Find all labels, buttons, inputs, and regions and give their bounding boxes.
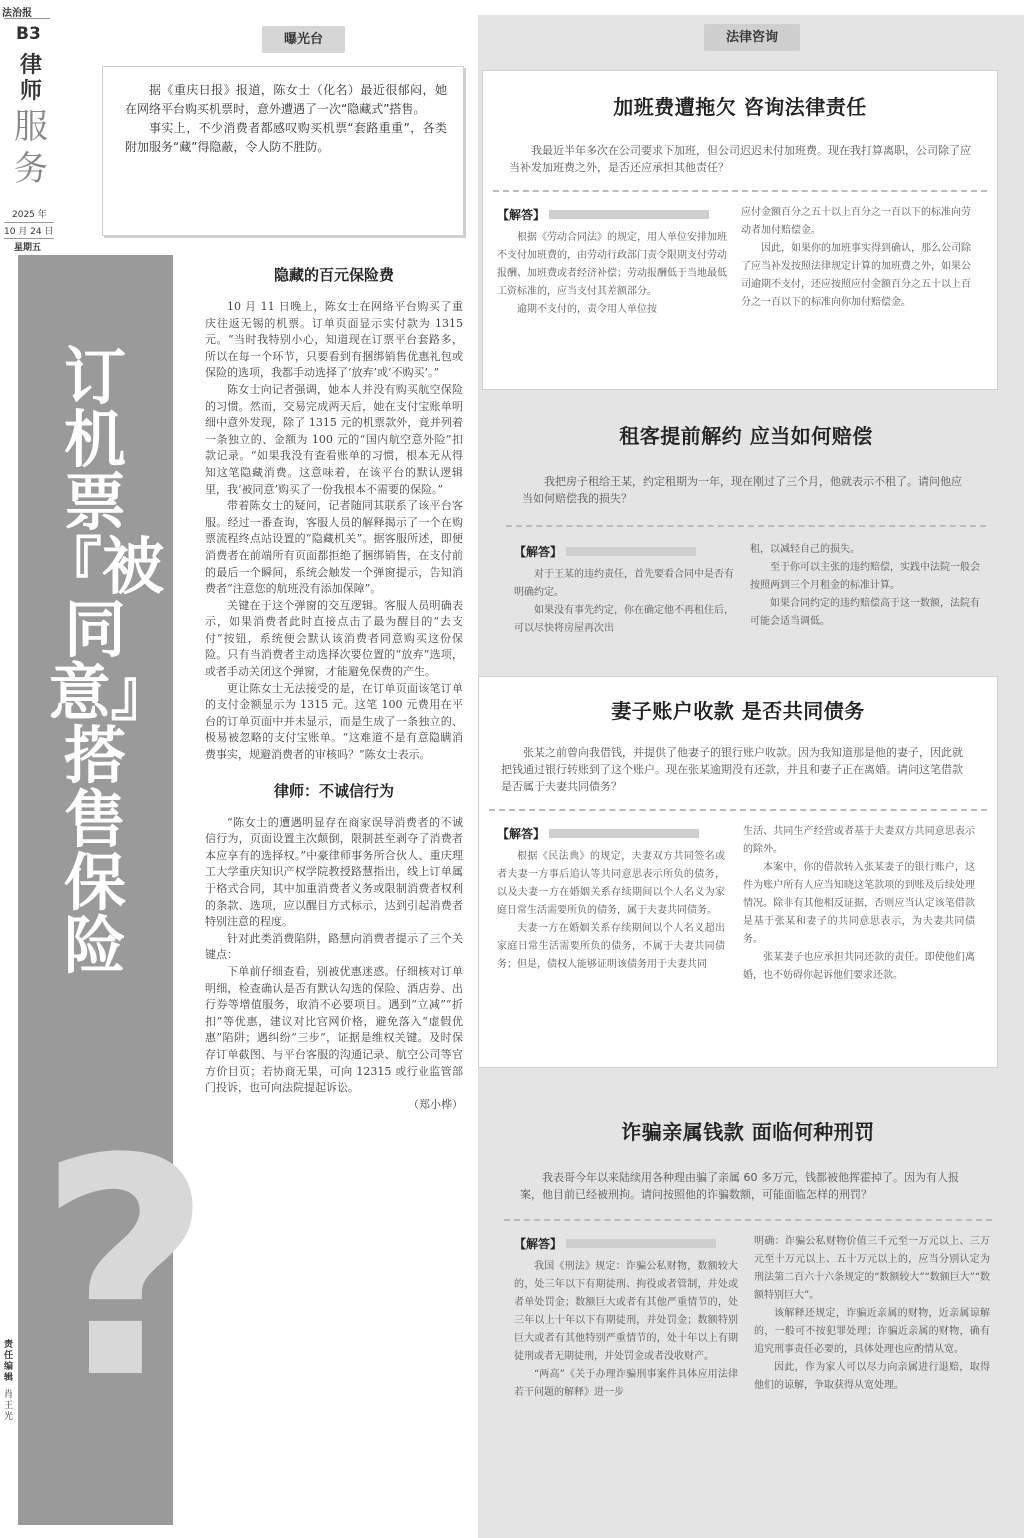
answer-label-bar [566, 547, 696, 556]
answer-paragraph: 根据《民法典》的规定，夫妻双方共同签名或者夫妻一方事后追认等共同意思表示所负的债务，以及夫妻一方在婚姻关系存续期间以个人名义为家庭日常生活需要所负的债务，属于夫妻共同债务。 [497, 851, 725, 916]
answer-paragraph: 张某妻子也应承担共同还款的责任。即使他们离婚，也不妨碍你起诉他们要求还款。 [743, 952, 975, 981]
qa-answer-right [750, 541, 980, 638]
feature-headline: 订机票『被同意』搭售保险 [40, 340, 165, 983]
answer-paragraph: 逾期不支付的，责令用人单位按 [517, 304, 657, 315]
qa-question: 我表哥今年以来陆续用各种理由骗了亲属 60 多万元，钱都被他挥霍掉了。因为有人报案，他目前已经被刑拘。请问按照他的诈骗数额，可能面临怎样的刑罚？ [520, 1171, 959, 1201]
answer-paragraph: “两高”《关于办理诈骗刑事案件具体应用法律若干问题的解释》进一步 [514, 1369, 739, 1398]
answer-paragraph: 因此，作为家人可以尽力向亲属进行退赔，取得他们的谅解，争取获得从宽处理。 [754, 1362, 990, 1391]
qa-card-spouse-debt [478, 676, 998, 1068]
answer-label-bar [549, 829, 699, 838]
answer-label: 【解答】 [497, 827, 546, 841]
page-number: B3 [16, 24, 41, 44]
section-char-1: 律 [20, 52, 43, 78]
right-section-tab [704, 26, 800, 45]
issue-year: 2025 年 [12, 210, 47, 220]
answer-label-bar [566, 1239, 716, 1248]
answer-label: 【解答】 [514, 1237, 563, 1251]
answer-label: 【解答】 [497, 208, 546, 222]
paper-name: 法治报 [2, 8, 32, 19]
qa-title: 诈骗亲属钱款 面临何种刑罚 [621, 1120, 875, 1144]
qa-question: 我把房子租给王某，约定租期为一年，现在刚过了三个月，他就表示不租了。请问他应当如何赔偿我的损失？ [522, 475, 962, 505]
qa-answer-left [514, 1233, 738, 1402]
qa-title: 加班费遭拖欠 咨询法律责任 [613, 95, 867, 119]
answer-paragraph: 生活、共同生产经营或者基于夫妻双方共同意思表示的除外。 [743, 826, 975, 855]
answer-paragraph: 该解释还规定，诈骗近亲属的财物，近亲属谅解的，一般可不按犯罪处理；诈骗近亲属的财物，确有追究刑事责任必要的，具体处理也应酌情从宽。 [754, 1308, 990, 1355]
story-column [205, 264, 463, 1113]
body-paragraph: 关键在于这个弹窗的交互逻辑。客服人员明确表示，如果消费者此时直接点击了最为醒目的“去支付”按钮，系统便会默认该消费者同意购买这份保险。只有当消费者主动选择次要位置的“放弃”选项，或者手动关闭这个弹窗，才能避免保费的产生。 [205, 598, 463, 679]
qa-answer-left [497, 823, 725, 985]
editor-label: 责任编辑 [4, 1340, 14, 1383]
body-paragraph: 下单前仔细查看，别被优惠迷惑。仔细核对订单明细，检查确认是否有默认勾选的保险、酒店券、出行券等增值服务，取消不必要项目。遇到“立减”“折扣”等优惠，建议对比官网价格，避免落入“虚假优惠”陷阱；遇纠纷“三步”，证据是维权关键。及时保存订单截图、与平台客服的沟通记录、航空公司等官方价目页；若协商无果，可向 12315 或行业监管部门投诉，也可向法院提起诉讼。 [205, 964, 463, 1095]
qa-answer-left [497, 204, 727, 319]
body-paragraph: “陈女士的遭遇明显存在商家误导消费者的不诚信行为，页面设置主次颠倒，限制甚至剥夺了消费者本应享有的选择权。”中豪律师事务所合伙人、重庆理工大学重庆知识产权学院教授路慧指出，线上订单属于格式合同，其中加重消费者义务或限制消费者权利的条款、选项，应以醒目方式标示，达到引起消费者特别注意的程度。 [205, 815, 463, 929]
subheading-hidden-fee: 隐藏的百元保险费 [273, 266, 394, 284]
answer-paragraph: 对于王某的违约责任，首先要看合同中是否有明确约定。 [514, 569, 734, 598]
answer-label-bar [549, 210, 709, 219]
answer-paragraph: 应付金额百分之五十以上百分之一百以下的标准向劳动者加付赔偿金。 [741, 207, 971, 236]
qa-card-overtime [482, 70, 998, 390]
byline: （郑小桦） [408, 1097, 463, 1111]
intro-paragraph-2: 事实上，不少消费者都感叹购买机票“套路重重”，各类附加服务“藏”得隐蔽，令人防不胜防。 [125, 121, 447, 154]
body-paragraph: 10 月 11 日晚上，陈女士在网络平台购买了重庆往返无锡的机票。订单页面显示实付款为 1315 元。“当时我特别小心，知道现在订票平台套路多，所以在每一个环节，只要看到有捆绑销售优惠礼包或保险的选项，我都手动选择了‘放弃’或‘不购买’。” [205, 300, 463, 380]
issue-weekday: 星期五 [14, 243, 42, 253]
qa-answer-right [754, 1233, 990, 1402]
qa-divider [506, 525, 986, 527]
editor-name: 肖王光 [4, 1390, 14, 1422]
intro-box [102, 66, 464, 236]
answer-paragraph: 租，以减轻自己的损失。 [750, 544, 860, 555]
left-section-tab [262, 28, 345, 47]
qa-divider [489, 809, 987, 811]
issue-date: 10 月 24 日 [4, 222, 54, 239]
subheading-lawyer: 律师：不诚信行为 [273, 781, 394, 800]
qa-question: 我最近半年多次在公司要求下加班，但公司迟迟未付加班费。现在我打算离职，公司除了应当补发加班费之外，是否还应承担其他责任？ [509, 144, 971, 174]
section-char-2: 师 [20, 78, 43, 104]
qa-card-lease [496, 400, 996, 662]
qa-question: 张某之前曾向我借钱，并提供了他妻子的银行账户收款。因为我知道那是他的妻子，因此就把钱通过银行转账到了这个账户。现在张某逾期没有还款，并且和妻子正在离婚。请问这笔借款是否属于夫妻共同债务？ [501, 746, 963, 793]
qa-title: 租客提前解约 应当如何赔偿 [619, 424, 873, 448]
qa-answer-right [741, 204, 971, 319]
left-section-label: 曝光台 [262, 26, 345, 53]
section-char-3: 服 [14, 107, 48, 147]
body-paragraph: 带着陈女士的疑问，记者随同其联系了该平台客服。经过一番查询，客服人员的解释揭示了一个在购票流程终点站设置的“隐藏机关”。据客服所述，即便消费者在前端所有页面都拒绝了捆绑销售，在支付前的最后一个瞬间，系统会触发一个弹窗提示，告知消费者“注意您的航班没有添加保障”。 [205, 499, 463, 596]
answer-label: 【解答】 [514, 545, 563, 559]
qa-divider [504, 1219, 992, 1221]
answer-paragraph: 至于你可以主张的违约赔偿，实践中法院一般会按照两到三个月租金的标准计算。 [750, 562, 980, 591]
answer-paragraph: 夫妻一方在婚姻关系存续期间以个人名义超出家庭日常生活需要所负的债务，不属于夫妻共同债务；但是，债权人能够证明该债务用于夫妻共同 [497, 923, 725, 970]
right-section-label: 法律咨询 [704, 24, 800, 51]
question-mark-decoration: ? [38, 1095, 213, 1444]
answer-paragraph: 如果合同约定的违约赔偿高于这一数额，法院有可能会适当调低。 [750, 598, 980, 627]
answer-paragraph: 因此，如果你的加班事实得到确认，那么公司除了应当补发按照法律规定计算的加班费之外，如果公司逾期不支付，还应按照应付金额百分之五十以上百分之一百以下的标准向你加付赔偿金。 [741, 243, 971, 308]
answer-paragraph: 如果没有事先约定，你在确定他不再租住后，可以尽快将房屋再次出 [514, 605, 734, 634]
masthead-rule [4, 18, 50, 19]
qa-answer-left [514, 541, 734, 638]
answer-paragraph: 根据《劳动合同法》的规定，用人单位安排加班不支付加班费的，由劳动行政部门责令限期支付劳动报酬、加班费或者经济补偿；劳动报酬低于当地最低工资标准的，应当支付其差额部分。 [497, 232, 727, 297]
answer-paragraph: 我国《刑法》规定：诈骗公私财物，数额较大的，处三年以下有期徒刑、拘役或者管制，并处或者单处罚金；数额巨大或者有其他严重情节的，处三年以上十年以下有期徒刑，并处罚金；数额特别巨大或者有其他特别严重情节的，处十年以上有期徒刑或者无期徒刑，并处罚金或者没收财产。 [514, 1261, 739, 1362]
qa-title: 妻子账户收款 是否共同债务 [611, 699, 865, 723]
qa-divider [493, 190, 987, 192]
qa-answer-right [743, 823, 975, 985]
body-paragraph: 针对此类消费陷阱，路慧向消费者提示了三个关键点： [205, 931, 463, 962]
qa-card-fraud [496, 1104, 1000, 1524]
intro-paragraph-1: 据《重庆日报》报道，陈女士（化名）最近很郁闷，她在网络平台购买机票时，意外遭遇了一次“隐藏式”搭售。 [125, 83, 447, 116]
section-char-4: 务 [14, 149, 48, 189]
answer-paragraph: 明确：诈骗公私财物价值三千元至一万元以上、三万元至十万元以上、五十万元以上的，应当分别认定为刑法第二百六十六条规定的“数额较大”“数额巨大”“数额特别巨大”。 [754, 1236, 990, 1301]
body-paragraph: 陈女士向记者强调，她本人并没有购买航空保险的习惯。然而，交易完成两天后，她在支付宝账单明细中意外发现，除了 1315 元的机票款外，竟并列着一条独立的、金额为 100 元的“国内航空意外险”扣款记录。“如果我没有查看账单的习惯，根本无从得知这笔隐藏消费。这意味着，在该平台的默认逻辑里，我‘被同意’购买了一份我根本不需要的保险。” [205, 382, 463, 496]
body-paragraph: 更让陈女士无法接受的是，在订单页面该笔订单的支付金额显示为 1315 元。这笔 100 元费用在平台的订单页面中并未显示，而是生成了一条独立的、极易被忽略的支付宝账单。“这难道不是有意隐瞒消费事实，规避消费者的审核吗？”陈女士表示。 [205, 681, 463, 762]
answer-paragraph: 本案中，你的借款转入张某妻子的银行账户，这件为账户所有人应当知晓这笔款项的到账及后续处理情况。除非有其他相反证据，否则应当认定该笔借款是基于张某和妻子的共同意思表示，为夫妻共同债务。 [743, 862, 975, 945]
